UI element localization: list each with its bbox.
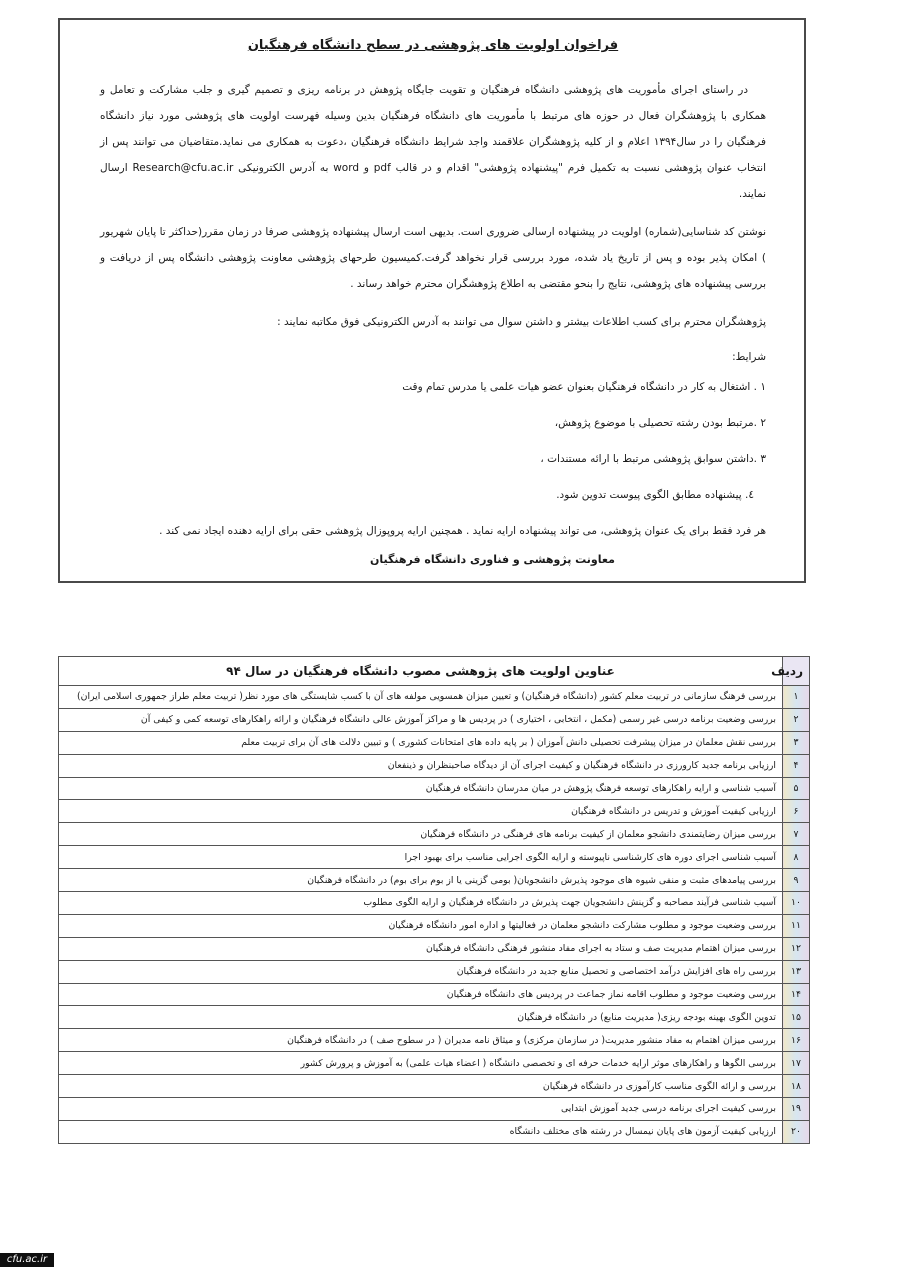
research-topic: آسیب شناسی و ارایه راهکارهای توسعه فرهنگ پژوهش در میان مدرسان دانشگاه فرهنگیان [59, 777, 783, 800]
conditions-heading: شرایط: [732, 351, 766, 363]
row-number: ۱۴ [783, 983, 810, 1006]
row-number: ۳ [783, 731, 810, 754]
row-number: ۱۶ [783, 1029, 810, 1052]
condition-item: ٤. پیشنهاده مطابق الگوی پیوست تدوین شود. [556, 489, 754, 501]
table-header-row [59, 657, 810, 686]
row-number: ۲ [783, 708, 810, 731]
row-number: ۵ [783, 777, 810, 800]
research-topic: بررسی نقش معلمان در میزان پیشرفت تحصیلی دانش آموزان ( بر پایه داده های امتحانات کشوری ) و تبیین دلالت های آن برای تربیت معلم [59, 731, 783, 754]
table-row [59, 1029, 810, 1052]
contact-paragraph: پژوهشگران محترم برای کسب اطلاعات بیشتر و داشتن سوال می توانند به آدرس الکترونیکی فوق مکاتبه نمایند : [277, 316, 766, 328]
table-row [59, 777, 810, 800]
research-topic: ارزیابی کیفیت آزمون های پایان نیمسال در رشته های مختلف دانشگاه [59, 1120, 783, 1143]
research-topic: بررسی الگوها و راهکارهای موثر ارایه خدمات حرفه ای و تخصصی دانشگاه ( اعضاء هیات علمی) به آموزش و پرورش کشور [59, 1052, 783, 1075]
research-topic: بررسی کیفیت اجرای برنامه درسی جدید آموزش ابتدایی [59, 1098, 783, 1121]
table-row [59, 892, 810, 915]
research-topic: بررسی پیامدهای مثبت و منفی شیوه های موجود پذیرش دانشجویان( بومی گزینی یا از بوم برای بوم) در دانشگاه فرهنگیان [59, 869, 783, 892]
call-for-proposals-box [58, 18, 806, 583]
table-row [59, 846, 810, 869]
table-row [59, 914, 810, 937]
research-topic: بررسی میزان اهتمام مدیریت صف و ستاد به اجرای مفاد منشور فرهنگی دانشگاه فرهنگیان [59, 937, 783, 960]
final-note: هر فرد فقط برای یک عنوان پژوهشی، می تواند پیشنهاده ارایه نماید . همچنین ارایه پروپوزال پژوهشی حقی برای ارایه دهنده ایجاد نمی کند . [159, 525, 766, 537]
table-row [59, 800, 810, 823]
table-row [59, 937, 810, 960]
notice-title: فراخوان اولویت های پژوهشی در سطح دانشگاه فرهنگیان [247, 38, 619, 53]
priorities-table-wrapper [58, 656, 810, 1144]
table-title: عناوین اولویت های پژوهشی مصوب دانشگاه فرهنگیان در سال ۹۴ [59, 657, 783, 686]
row-number: ۱ [783, 686, 810, 709]
table-row [59, 1098, 810, 1121]
table-row [59, 708, 810, 731]
research-topic: بررسی فرهنگ سازمانی در تربیت معلم کشور (دانشگاه فرهنگیان) و تعیین میزان همسویی مولفه های آن با کسب شایستگی های مورد نظر( تربیت معلم طراز جمهوری اسلامی ایران) [59, 686, 783, 709]
row-number: ۱۳ [783, 960, 810, 983]
table-row [59, 1052, 810, 1075]
row-number: ۴ [783, 754, 810, 777]
research-topic: بررسی و ارائه الگوی مناسب کارآموزی در دانشگاه فرهنگیان [59, 1075, 783, 1098]
table-row [59, 1075, 810, 1098]
condition-item: ۳ .داشتن سوابق پژوهشی مرتبط با ارائه مستندات ، [540, 453, 766, 465]
research-topic: آسیب شناسی اجرای دوره های کارشناسی ناپیوسته و ارایه الگوی اجرایی مناسب برای بهبود اجرا [59, 846, 783, 869]
research-topic: ارزیابی برنامه جدید کارورزی در دانشگاه فرهنگیان و کیفیت اجرای آن از دیدگاه صاحبنظران و ذینفعان [59, 754, 783, 777]
intro-paragraph: در راستای اجرای مأموریت های پژوهشی دانشگاه فرهنگیان و تقویت جایگاه پژوهش در برنامه ریزی و تصمیم گیری و جلب مشارکت و تعامل و همکاری با پژوهشگران فعال در حوزه های مرتبط با مأموریت های دانشگاه فرهنگیان بدین وسیله فهرست اولویت های پژوهشی مورد نیاز دانشگاه فرهنگیان را در سال۱۳۹۴ اعلام و از کلیه پژوهشگران علاقمند واجد شرایط دانشگاه فرهنگیان ،دعوت به همکاری می نماید.متقاضیان می توانند پس از انتخاب عنوان پژوهشی نسبت به تکمیل فرم "پیشنهاده پژوهشی" اقدام و در قالب pdf و word به آدرس الکترونیکی Research@cfu.ac.ir ارسال نمایند. [100, 84, 767, 200]
priorities-table [58, 656, 810, 1144]
research-topic: بررسی میزان اهتمام به مفاد منشور مدیریت( در سازمان مرکزی) و میثاق نامه مدیران ( در سطوح صف ) در دانشگاه فرهنگیان [59, 1029, 783, 1052]
site-watermark: cfu.ac.ir [0, 1253, 54, 1267]
row-number: ۱۱ [783, 914, 810, 937]
row-number: ۶ [783, 800, 810, 823]
table-row [59, 983, 810, 1006]
table-row [59, 731, 810, 754]
research-topic: بررسی میزان رضایتمندی دانشجو معلمان از کیفیت برنامه های فرهنگی در دانشگاه فرهنگیان [59, 823, 783, 846]
research-topic: آسیب شناسی فرآیند مصاحبه و گزینش دانشجویان جهت پذیرش در دانشگاه فرهنگیان و ارایه الگوی مطلوب [59, 892, 783, 915]
table-row [59, 1120, 810, 1143]
row-number: ۱۹ [783, 1098, 810, 1121]
signature: معاونت پژوهشی و فناوری دانشگاه فرهنگیان [370, 553, 615, 566]
research-topic: بررسی وضعیت برنامه درسی غیر رسمی (مکمل ، انتخابی ، اختیاری ) در پردیس ها و مراکز آموزش عالی دانشگاه فرهنگیان و ارائه راهکارهای توسعه کمی و کیفی آن [59, 708, 783, 731]
row-number: ۱۲ [783, 937, 810, 960]
row-number: ۹ [783, 869, 810, 892]
research-topic: بررسی راه های افزایش درآمد اختصاصی و تحصیل منابع جدید در دانشگاه فرهنگیان [59, 960, 783, 983]
row-number-header: ردیف [783, 657, 810, 686]
table-row [59, 686, 810, 709]
research-topic: ارزیابی کیفیت آموزش و تدریس در دانشگاه فرهنگیان [59, 800, 783, 823]
table-row [59, 1006, 810, 1029]
row-number: ۱۵ [783, 1006, 810, 1029]
deadline-paragraph: نوشتن کد شناسایی(شماره) اولویت در پیشنهاده ارسالی ضروری است. بدیهی است ارسال پیشنهاده پژوهشی صرفا در زمان مقرر(حداکثر تا پایان شهریور ) امکان پذیر بوده و پس از تاریخ یاد شده، مورد بررسی قرار نخواهد گرفت.کمیسیون طرحهای پژوهشی معاونت پژوهشی دانشگاه پس از دریافت و بررسی پیشنهاده های پژوهشی، نتایج را بنحو مقتضی به اطلاع پژوهشگران محترم خواهد رساند . [100, 226, 766, 290]
row-number: ۱۷ [783, 1052, 810, 1075]
condition-item: ۱ . اشتغال به کار در دانشگاه فرهنگیان بعنوان عضو هیات علمی یا مدرس تمام وقت [402, 381, 766, 393]
research-topic: بررسی وضعیت موجود و مطلوب اقامه نماز جماعت در پردیس های دانشگاه فرهنگیان [59, 983, 783, 1006]
row-number: ۱۰ [783, 892, 810, 915]
row-number: ۲۰ [783, 1120, 810, 1143]
row-number: ۱۸ [783, 1075, 810, 1098]
row-number: ۷ [783, 823, 810, 846]
row-number: ۸ [783, 846, 810, 869]
research-topic: تدوین الگوی بهینه بودجه ریزی( مدیریت منابع) در دانشگاه فرهنگیان [59, 1006, 783, 1029]
research-topic: بررسی وضعیت موجود و مطلوب مشارکت دانشجو معلمان در فعالیتها و اداره امور دانشگاه فرهنگیان [59, 914, 783, 937]
table-row [59, 823, 810, 846]
table-row [59, 869, 810, 892]
table-row [59, 754, 810, 777]
table-row [59, 960, 810, 983]
condition-item: ۲ .مرتبط بودن رشته تحصیلی با موضوع پژوهش، [554, 417, 766, 429]
